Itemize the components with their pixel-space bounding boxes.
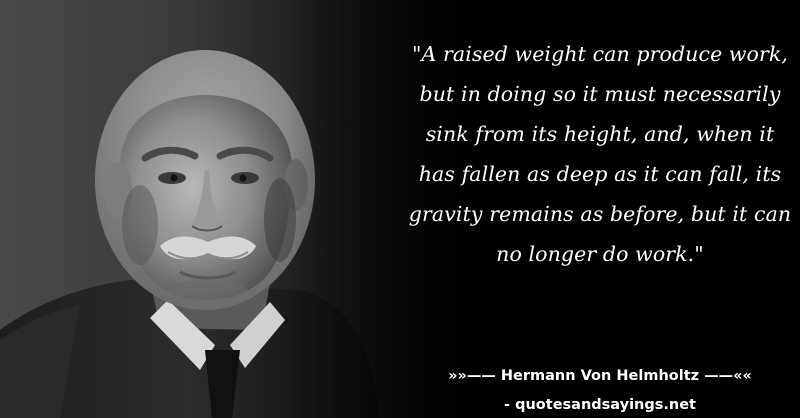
source-site: - quotesandsayings.net xyxy=(504,397,696,413)
author-attribution: »»—— Hermann Von Helmholtz ——«« xyxy=(448,368,752,384)
quote-text: "A raised weight can produce work, but in doing so it must necessarily sink from its height, and, when it has fallen as deep as it can fall, its gravity remains as before, but it can no longer do work." xyxy=(408,42,792,266)
